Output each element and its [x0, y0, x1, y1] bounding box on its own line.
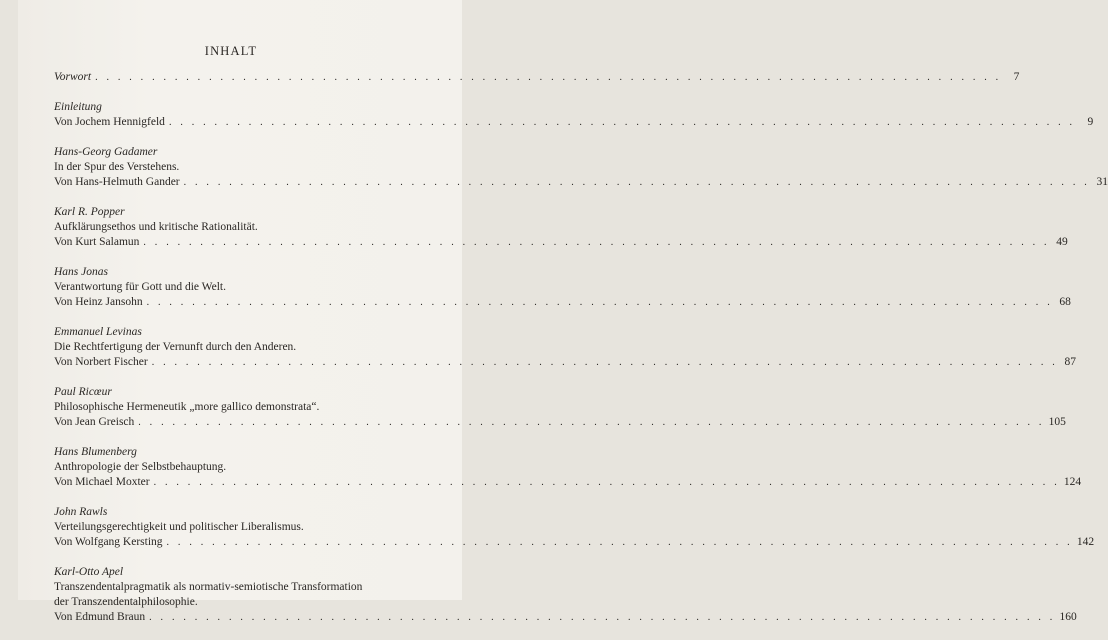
toc-entry-title-line: Transzendentalpragmatik als normativ-semiotische Transformation	[54, 581, 363, 593]
toc-entry-author: Hans-Georg Gadamer	[54, 146, 158, 158]
dot-leader: . . . . . . . . . . . . . . . . . . . . . . . . . . . . . . . . . . . . . . . . . . . . . . . . . . . . . . . . . . . . . . . . . . . . . . . . . . . . . . . .	[153, 477, 1060, 488]
page-title: INHALT	[204, 44, 258, 58]
toc-entry-page-number: 49	[1056, 236, 1068, 248]
dot-leader: . . . . . . . . . . . . . . . . . . . . . . . . . . . . . . . . . . . . . . . . . . . . . . . . . . . . . . . . . . . . . . . . . . . . . . . . . . . . . . . .	[166, 537, 1073, 548]
toc-entry-title-line: Anthropologie der Selbstbehauptung.	[54, 461, 227, 473]
toc-entry	[54, 505, 1095, 550]
toc-entry-title-line: In der Spur des Verstehens.	[54, 161, 180, 173]
toc-entry	[54, 265, 1071, 310]
toc-entry-leader-line	[54, 295, 1071, 310]
toc-entry-leader-line	[54, 610, 1077, 625]
toc-entry	[54, 565, 1077, 625]
toc-entry-author: Emmanuel Levinas	[54, 326, 142, 338]
dot-leader: . . . . . . . . . . . . . . . . . . . . . . . . . . . . . . . . . . . . . . . . . . . . . . . . . . . . . . . . . . . . . . . . . . . . . . . . . . . . . . . .	[149, 612, 1056, 623]
toc-entry-page-number: 124	[1063, 476, 1082, 488]
toc-entry	[54, 205, 1068, 250]
toc-entry-contributor: Von Heinz Jansohn	[54, 296, 143, 308]
toc-entry-contributor: Von Kurt Salamun	[54, 236, 140, 248]
toc-entry	[54, 100, 1094, 130]
toc-entry-leader-line	[54, 115, 1094, 130]
toc-entry-contributor: Von Jochem Hennigfeld	[54, 116, 165, 128]
toc-entry-author: Hans Blumenberg	[54, 446, 137, 458]
toc-entry	[54, 385, 1066, 430]
toc-entry-page-number: 68	[1059, 296, 1071, 308]
toc-entry-page-number: 87	[1064, 356, 1077, 368]
toc-entry	[54, 70, 1020, 85]
toc-entry-contributor: Von Hans-Helmuth Gander	[54, 176, 180, 188]
toc-entry-leader-line	[54, 415, 1066, 430]
toc-entry-author: Paul Ricœur	[54, 386, 112, 398]
toc-entry-title-line: Philosophische Hermeneutik „more gallico demonstrata“.	[54, 401, 320, 413]
dot-leader: . . . . . . . . . . . . . . . . . . . . . . . . . . . . . . . . . . . . . . . . . . . . . . . . . . . . . . . . . . . . . . . . . . . . . . . . . . . . . . . .	[138, 417, 1045, 428]
dot-leader: . . . . . . . . . . . . . . . . . . . . . . . . . . . . . . . . . . . . . . . . . . . . . . . . . . . . . . . . . . . . . . . . . . . . . . . . . . . . . . . .	[95, 72, 1002, 83]
toc-entry-leader-line	[54, 535, 1095, 550]
toc-entry-page-number: 105	[1048, 416, 1066, 428]
toc-entry-author: John Rawls	[54, 506, 108, 518]
toc-entry-author: Karl-Otto Apel	[54, 566, 124, 578]
toc-entry-leader-line	[54, 355, 1077, 370]
dot-leader: . . . . . . . . . . . . . . . . . . . . . . . . . . . . . . . . . . . . . . . . . . . . . . . . . . . . . . . . . . . . . . . . . . . . . . . . . . . . . . . .	[183, 177, 1090, 188]
toc-entry-contributor: Von Norbert Fischer	[54, 356, 148, 368]
toc-entry-contributor: Von Wolfgang Kersting	[54, 536, 163, 548]
toc-entry-contributor: Vorwort	[54, 71, 92, 83]
toc-entry-title-line: Aufklärungsethos und kritische Rationalität.	[54, 221, 258, 233]
toc-entry-leader-line	[54, 70, 1020, 85]
toc-entry-author: Einleitung	[54, 101, 102, 113]
table-of-contents	[54, 70, 1108, 640]
toc-entry-title-line: Verantwortung für Gott und die Welt.	[54, 281, 226, 293]
dot-leader: . . . . . . . . . . . . . . . . . . . . . . . . . . . . . . . . . . . . . . . . . . . . . . . . . . . . . . . . . . . . . . . . . . . . . . . . . . . . . . . .	[143, 237, 1050, 248]
dot-leader: . . . . . . . . . . . . . . . . . . . . . . . . . . . . . . . . . . . . . . . . . . . . . . . . . . . . . . . . . . . . . . . . . . . . . . . . . . . . . . . .	[151, 357, 1059, 368]
dot-leader: . . . . . . . . . . . . . . . . . . . . . . . . . . . . . . . . . . . . . . . . . . . . . . . . . . . . . . . . . . . . . . . . . . . . . . . . . . . . . . . .	[168, 117, 1076, 128]
toc-entry	[54, 325, 1077, 370]
toc-entry-author: Karl R. Popper	[54, 206, 125, 218]
toc-entry-title-line: der Transzendentalphilosophie.	[54, 596, 198, 608]
toc-entry-page-number: 31	[1096, 176, 1108, 188]
toc-entry	[54, 445, 1082, 490]
toc-entry-author: Hans Jonas	[54, 266, 108, 278]
toc-entry-title-line: Die Rechtfertigung der Vernunft durch den Anderen.	[54, 341, 297, 353]
toc-entry-contributor: Von Michael Moxter	[54, 476, 150, 488]
toc-entry-page-number: 7	[1013, 71, 1020, 83]
toc-entry-leader-line	[54, 235, 1068, 250]
toc-entry-contributor: Von Jean Greisch	[54, 416, 135, 428]
toc-entry-page-number: 142	[1076, 536, 1095, 548]
toc-entry-page-number: 160	[1059, 611, 1077, 623]
toc-entry-contributor: Von Edmund Braun	[54, 611, 146, 623]
toc-entry-page-number: 9	[1087, 116, 1094, 128]
dot-leader: . . . . . . . . . . . . . . . . . . . . . . . . . . . . . . . . . . . . . . . . . . . . . . . . . . . . . . . . . . . . . . . . . . . . . . . . . . . . . . . .	[146, 297, 1053, 308]
toc-entry	[54, 145, 1108, 190]
toc-entry-title-line: Verteilungsgerechtigkeit und politischer Liberalismus.	[54, 521, 304, 533]
toc-entry-leader-line	[54, 175, 1108, 190]
toc-entry-leader-line	[54, 475, 1082, 490]
